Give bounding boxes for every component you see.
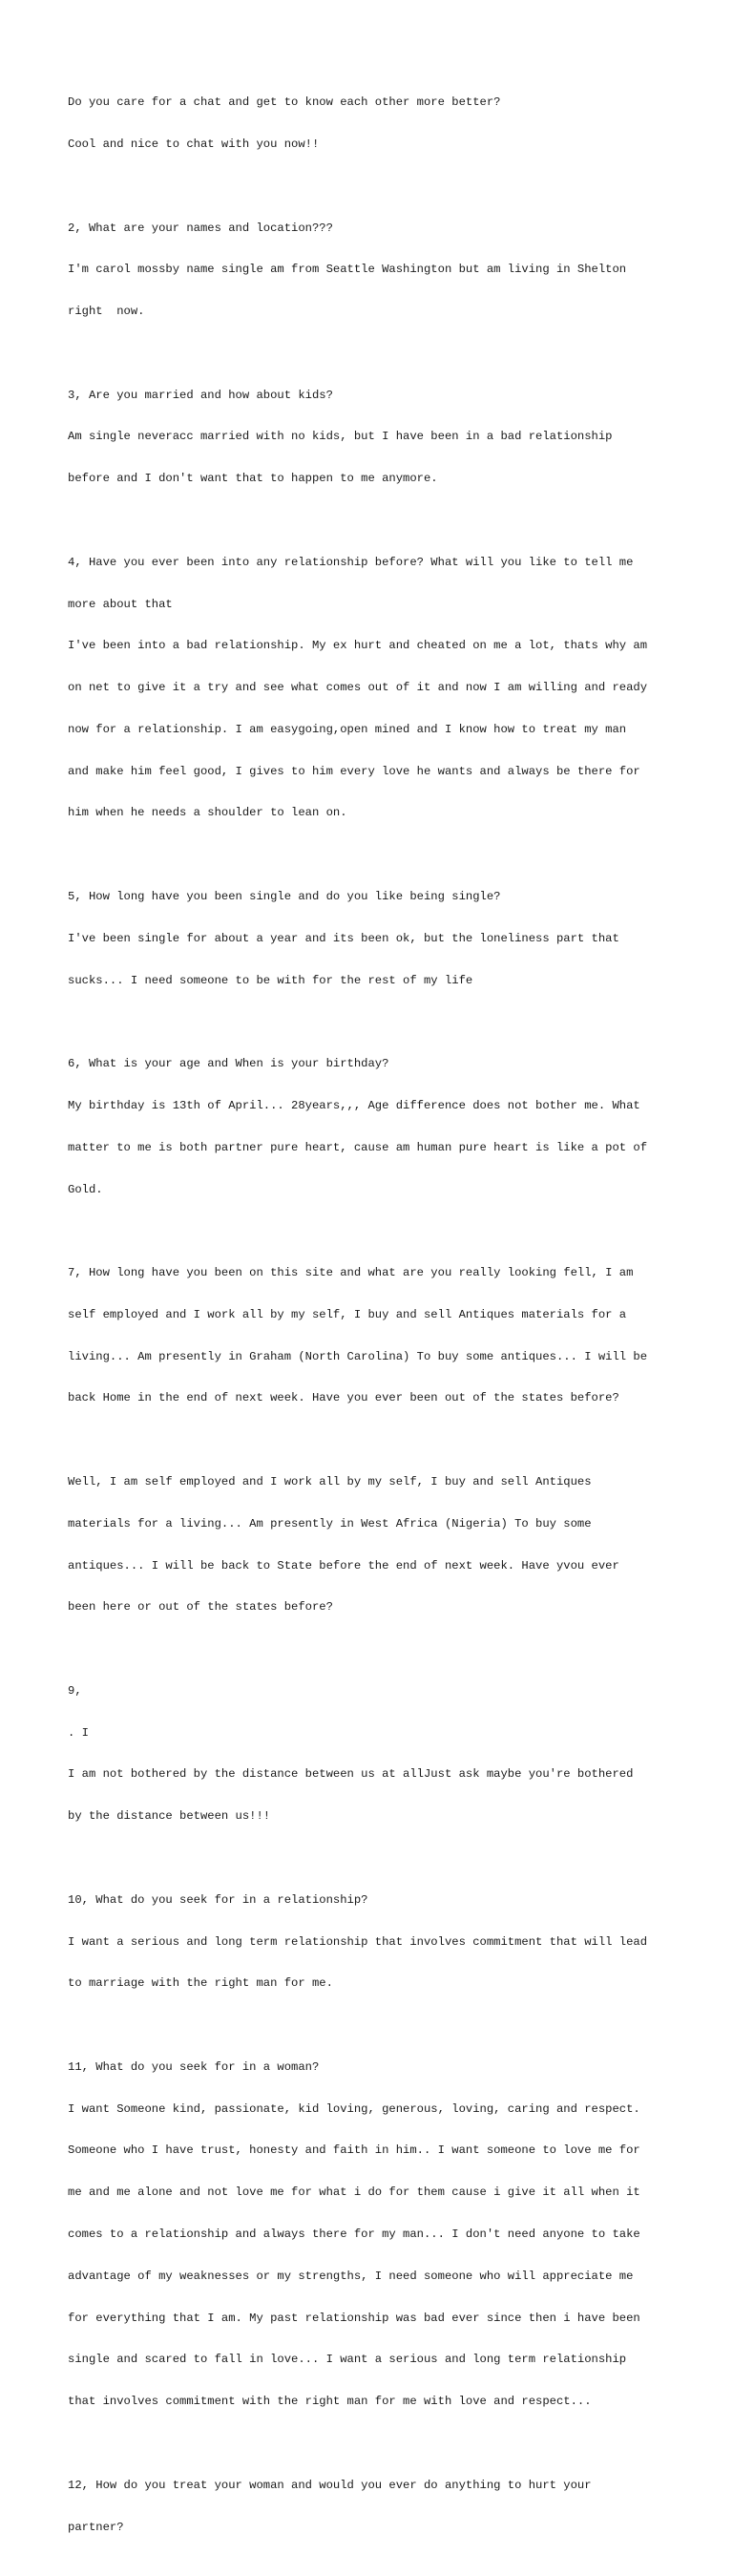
text-line: been here or out of the states before? (68, 1600, 333, 1615)
paragraph (68, 1447, 679, 1642)
paragraph (68, 360, 679, 514)
text-line: self employed and I work all by my self, I buy and sell Antiques materials for a (68, 1307, 627, 1321)
text-line: advantage of my weaknesses or my strengths, I need someone who will appreciate me (68, 2269, 634, 2283)
question-line: 7, How long have you been on this site and what are you really looking fell, I am (68, 1266, 634, 1280)
question-line: 9, (68, 1683, 82, 1698)
text-line: matter to me is both partner pure heart, cause am human pure heart is like a pot of (68, 1140, 648, 1154)
text-line: by the distance between us!!! (68, 1809, 271, 1824)
paragraph (68, 2451, 679, 2563)
text-line: Cool and nice to chat with you now!! (68, 137, 320, 151)
text-line: to marriage with the right man for me. (68, 1976, 333, 1991)
text-line: right now. (68, 305, 145, 319)
text-line: for everything that I am. My past relationship was bad ever since then i have been (68, 2311, 640, 2325)
question-line: 6, What is your age and When is your birthday? (68, 1057, 389, 1071)
text-line: I've been into a bad relationship. My ex hurt and cheated on me a lot, thats why am (68, 639, 648, 653)
text-line: I want a serious and long term relationship that involves commitment that will lead (68, 1934, 648, 1949)
text-line: back Home in the end of next week. Have you ever been out of the states before? (68, 1391, 619, 1405)
text-line: I'm carol mossby name single am from Seattle Washington but am living in Shelton (68, 263, 627, 277)
question-line: 2, What are your names and location??? (68, 221, 333, 235)
paragraph (68, 528, 679, 849)
text-line: living... Am presently in Graham (North Carolina) To buy some antiques... I will be (68, 1349, 648, 1363)
question-line: 12, How do you treat your woman and would you ever do anything to hurt your (68, 2478, 592, 2492)
text-line: sucks... I need someone to be with for the rest of my life (68, 973, 473, 987)
text-line: Gold. (68, 1182, 103, 1196)
question-line: 10, What do you seek for in a relationship? (68, 1892, 368, 1907)
text-line: that involves commitment with the right man for me with love and respect... (68, 2395, 592, 2409)
text-line: antiques... I will be back to State before the end of next week. Have yvou ever (68, 1558, 619, 1573)
text-line: me and me alone and not love me for what i do for them cause i give it all when it (68, 2185, 640, 2200)
text-line: Am single neveracc married with no kids, but I have been in a bad relationship (68, 430, 613, 444)
text-line: comes to a relationship and always there for my man... I don't need anyone to take (68, 2228, 640, 2242)
text-line: before and I don't want that to happen to me anymore. (68, 472, 438, 486)
text-line: materials for a living... Am presently in West Africa (Nigeria) To buy some (68, 1516, 592, 1531)
question-line: 5, How long have you been single and do you like being single? (68, 890, 501, 904)
text-line: on net to give it a try and see what comes out of it and now I am willing and ready (68, 681, 648, 695)
text-line: Do you care for a chat and get to know each other more better? (68, 95, 501, 110)
paragraph (68, 1866, 679, 2019)
text-line: single and scared to fall in love... I want a serious and long term relationship (68, 2353, 627, 2367)
text-line: I am not bothered by the distance between us at allJust ask maybe you're bothered (68, 1767, 634, 1782)
text-line: I've been single for about a year and its been ok, but the loneliness part that (68, 931, 619, 945)
text-line: I want Someone kind, passionate, kid loving, generous, loving, caring and respect. (68, 2101, 640, 2116)
paragraph (68, 862, 679, 1016)
document-page (68, 68, 679, 2576)
text-line: and make him feel good, I gives to him every love he wants and always be there for (68, 764, 640, 778)
text-line: Someone who I have trust, honesty and faith in him.. I want someone to love me for (68, 2143, 640, 2158)
text-line: now for a relationship. I am easygoing,open mined and I know how to treat my man (68, 722, 627, 736)
text-line: . I (68, 1725, 89, 1740)
paragraph (68, 2033, 679, 2437)
paragraph (68, 1029, 679, 1224)
text-line: more about that (68, 597, 173, 611)
question-line: 11, What do you seek for in a woman? (68, 2059, 320, 2074)
paragraph (68, 1238, 679, 1433)
paragraph (68, 193, 679, 347)
paragraph (68, 68, 679, 179)
text-line: him when he needs a shoulder to lean on. (68, 806, 347, 820)
text-line: My birthday is 13th of April... 28years,,, Age difference does not bother me. What (68, 1098, 640, 1112)
paragraph (68, 1657, 679, 1851)
question-line: 4, Have you ever been into any relationship before? What will you like to tell me (68, 555, 634, 569)
text-line: partner? (68, 2520, 124, 2534)
text-line: Well, I am self employed and I work all by my self, I buy and sell Antiques (68, 1474, 592, 1489)
question-line: 3, Are you married and how about kids? (68, 388, 333, 402)
